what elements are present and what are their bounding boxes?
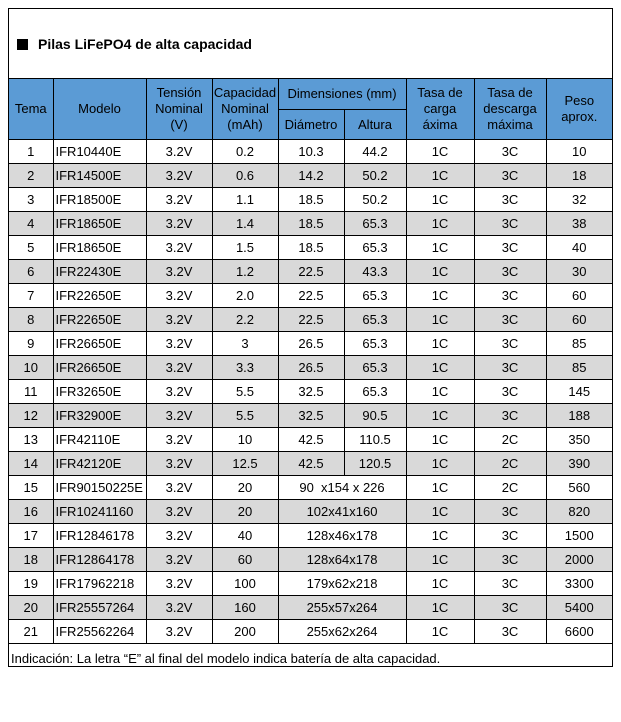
- cell-discharge-rate: 3C: [474, 332, 546, 356]
- cell-model: IFR18650E: [53, 236, 146, 260]
- cell-discharge-rate: 3C: [474, 188, 546, 212]
- cell-discharge-rate: 3C: [474, 380, 546, 404]
- cell-capacity: 2.0: [212, 284, 278, 308]
- cell-diameter: 14.2: [278, 164, 344, 188]
- cell-charge-rate: 1C: [406, 572, 474, 596]
- battery-spec-table: [9, 79, 612, 644]
- cell-discharge-rate: 3C: [474, 212, 546, 236]
- cell-charge-rate: 1C: [406, 548, 474, 572]
- cell-weight: 60: [546, 308, 612, 332]
- cell-dimensions: 128x46x178: [278, 524, 406, 548]
- cell-diameter: 26.5: [278, 332, 344, 356]
- cell-voltage: 3.2V: [146, 332, 212, 356]
- cell-item: 16: [9, 500, 53, 524]
- table-row: [9, 260, 612, 284]
- cell-item: 20: [9, 596, 53, 620]
- cell-charge-rate: 1C: [406, 524, 474, 548]
- cell-height: 65.3: [344, 308, 406, 332]
- cell-discharge-rate: 3C: [474, 308, 546, 332]
- cell-item: 15: [9, 476, 53, 500]
- cell-height: 65.3: [344, 380, 406, 404]
- cell-diameter: 22.5: [278, 260, 344, 284]
- cell-discharge-rate: 3C: [474, 572, 546, 596]
- cell-diameter: 32.5: [278, 380, 344, 404]
- table-row: [9, 308, 612, 332]
- cell-weight: 18: [546, 164, 612, 188]
- cell-charge-rate: 1C: [406, 308, 474, 332]
- cell-weight: 6600: [546, 620, 612, 644]
- table-row: [9, 524, 612, 548]
- header-discharge-rate: Tasa de descarga máxima: [474, 79, 546, 140]
- cell-height: 43.3: [344, 260, 406, 284]
- cell-charge-rate: 1C: [406, 596, 474, 620]
- cell-weight: 10: [546, 140, 612, 164]
- cell-model: IFR26650E: [53, 356, 146, 380]
- cell-charge-rate: 1C: [406, 260, 474, 284]
- cell-capacity: 10: [212, 428, 278, 452]
- cell-discharge-rate: 3C: [474, 260, 546, 284]
- cell-model: IFR14500E: [53, 164, 146, 188]
- cell-capacity: 1.1: [212, 188, 278, 212]
- cell-capacity: 2.2: [212, 308, 278, 332]
- cell-voltage: 3.2V: [146, 356, 212, 380]
- cell-dimensions: 128x64x178: [278, 548, 406, 572]
- cell-charge-rate: 1C: [406, 452, 474, 476]
- cell-charge-rate: 1C: [406, 500, 474, 524]
- cell-weight: 5400: [546, 596, 612, 620]
- title-bar: [9, 9, 612, 79]
- table-row: [9, 212, 612, 236]
- table-row: [9, 236, 612, 260]
- table-row: [9, 164, 612, 188]
- cell-voltage: 3.2V: [146, 452, 212, 476]
- cell-item: 21: [9, 620, 53, 644]
- cell-weight: 40: [546, 236, 612, 260]
- cell-voltage: 3.2V: [146, 500, 212, 524]
- header-item: Tema: [9, 79, 53, 140]
- cell-voltage: 3.2V: [146, 164, 212, 188]
- cell-model: IFR17962218: [53, 572, 146, 596]
- cell-voltage: 3.2V: [146, 284, 212, 308]
- cell-voltage: 3.2V: [146, 428, 212, 452]
- cell-charge-rate: 1C: [406, 380, 474, 404]
- cell-model: IFR90150225E: [53, 476, 146, 500]
- header-diameter: Diámetro: [278, 110, 344, 140]
- cell-diameter: 18.5: [278, 188, 344, 212]
- cell-charge-rate: 1C: [406, 620, 474, 644]
- cell-item: 14: [9, 452, 53, 476]
- cell-item: 5: [9, 236, 53, 260]
- square-bullet-icon: [17, 39, 28, 50]
- cell-height: 50.2: [344, 188, 406, 212]
- header-charge-rate: Tasa de carga áxima: [406, 79, 474, 140]
- cell-height: 120.5: [344, 452, 406, 476]
- cell-voltage: 3.2V: [146, 548, 212, 572]
- cell-height: 90.5: [344, 404, 406, 428]
- cell-item: 17: [9, 524, 53, 548]
- cell-weight: 30: [546, 260, 612, 284]
- cell-discharge-rate: 2C: [474, 452, 546, 476]
- table-row: [9, 596, 612, 620]
- cell-item: 13: [9, 428, 53, 452]
- cell-charge-rate: 1C: [406, 428, 474, 452]
- table-body: [9, 140, 612, 644]
- cell-item: 19: [9, 572, 53, 596]
- cell-weight: 38: [546, 212, 612, 236]
- cell-height: 65.3: [344, 284, 406, 308]
- cell-weight: 145: [546, 380, 612, 404]
- cell-voltage: 3.2V: [146, 188, 212, 212]
- table-row: [9, 140, 612, 164]
- table-row: [9, 476, 612, 500]
- cell-voltage: 3.2V: [146, 404, 212, 428]
- cell-capacity: 1.5: [212, 236, 278, 260]
- footnote: Indicación: La letra “E” al final del modelo indica batería de alta capacidad.: [11, 650, 441, 666]
- cell-charge-rate: 1C: [406, 476, 474, 500]
- cell-diameter: 22.5: [278, 308, 344, 332]
- table-row: [9, 452, 612, 476]
- cell-height: 65.3: [344, 356, 406, 380]
- cell-capacity: 5.5: [212, 380, 278, 404]
- cell-model: IFR18650E: [53, 212, 146, 236]
- cell-height: 50.2: [344, 164, 406, 188]
- cell-capacity: 12.5: [212, 452, 278, 476]
- cell-weight: 560: [546, 476, 612, 500]
- cell-model: IFR12846178: [53, 524, 146, 548]
- cell-item: 11: [9, 380, 53, 404]
- page-title: Pilas LiFePO4 de alta capacidad: [38, 35, 252, 52]
- cell-discharge-rate: 3C: [474, 620, 546, 644]
- cell-charge-rate: 1C: [406, 212, 474, 236]
- cell-model: IFR22430E: [53, 260, 146, 284]
- cell-diameter: 42.5: [278, 452, 344, 476]
- cell-dimensions: 102x41x160: [278, 500, 406, 524]
- cell-item: 3: [9, 188, 53, 212]
- cell-capacity: 200: [212, 620, 278, 644]
- header-model: Modelo: [53, 79, 146, 140]
- cell-weight: 1500: [546, 524, 612, 548]
- cell-charge-rate: 1C: [406, 284, 474, 308]
- cell-dimensions: 255x62x264: [278, 620, 406, 644]
- header-height: Altura: [344, 110, 406, 140]
- table-row: [9, 500, 612, 524]
- cell-weight: 32: [546, 188, 612, 212]
- cell-capacity: 3: [212, 332, 278, 356]
- table-row: [9, 404, 612, 428]
- cell-diameter: 26.5: [278, 356, 344, 380]
- cell-capacity: 40: [212, 524, 278, 548]
- cell-capacity: 0.2: [212, 140, 278, 164]
- cell-voltage: 3.2V: [146, 620, 212, 644]
- cell-capacity: 1.4: [212, 212, 278, 236]
- cell-model: IFR32900E: [53, 404, 146, 428]
- cell-weight: 85: [546, 356, 612, 380]
- cell-model: IFR22650E: [53, 308, 146, 332]
- cell-diameter: 10.3: [278, 140, 344, 164]
- cell-height: 65.3: [344, 212, 406, 236]
- cell-voltage: 3.2V: [146, 260, 212, 284]
- cell-voltage: 3.2V: [146, 524, 212, 548]
- cell-charge-rate: 1C: [406, 404, 474, 428]
- cell-model: IFR32650E: [53, 380, 146, 404]
- cell-model: IFR25557264: [53, 596, 146, 620]
- cell-dimensions: 255x57x264: [278, 596, 406, 620]
- cell-discharge-rate: 3C: [474, 356, 546, 380]
- cell-charge-rate: 1C: [406, 164, 474, 188]
- cell-charge-rate: 1C: [406, 236, 474, 260]
- table-row: [9, 572, 612, 596]
- cell-dimensions: 90 x154 x 226: [278, 476, 406, 500]
- cell-model: IFR42110E: [53, 428, 146, 452]
- cell-model: IFR42120E: [53, 452, 146, 476]
- cell-item: 4: [9, 212, 53, 236]
- cell-capacity: 20: [212, 500, 278, 524]
- cell-charge-rate: 1C: [406, 332, 474, 356]
- cell-model: IFR12864178: [53, 548, 146, 572]
- cell-model: IFR26650E: [53, 332, 146, 356]
- table-row: [9, 356, 612, 380]
- table-row: [9, 620, 612, 644]
- cell-diameter: 18.5: [278, 212, 344, 236]
- cell-discharge-rate: 3C: [474, 404, 546, 428]
- cell-capacity: 0.6: [212, 164, 278, 188]
- cell-item: 9: [9, 332, 53, 356]
- cell-item: 1: [9, 140, 53, 164]
- cell-diameter: 22.5: [278, 284, 344, 308]
- cell-voltage: 3.2V: [146, 140, 212, 164]
- table-row: [9, 428, 612, 452]
- cell-discharge-rate: 2C: [474, 428, 546, 452]
- cell-item: 18: [9, 548, 53, 572]
- cell-weight: 390: [546, 452, 612, 476]
- cell-weight: 2000: [546, 548, 612, 572]
- cell-model: IFR22650E: [53, 284, 146, 308]
- cell-diameter: 42.5: [278, 428, 344, 452]
- cell-weight: 350: [546, 428, 612, 452]
- cell-model: IFR10440E: [53, 140, 146, 164]
- cell-weight: 188: [546, 404, 612, 428]
- table-row: [9, 380, 612, 404]
- cell-model: IFR18500E: [53, 188, 146, 212]
- cell-capacity: 100: [212, 572, 278, 596]
- cell-weight: 3300: [546, 572, 612, 596]
- cell-charge-rate: 1C: [406, 356, 474, 380]
- cell-item: 6: [9, 260, 53, 284]
- table-row: [9, 188, 612, 212]
- cell-capacity: 160: [212, 596, 278, 620]
- table-row: [9, 284, 612, 308]
- cell-discharge-rate: 3C: [474, 500, 546, 524]
- cell-dimensions: 179x62x218: [278, 572, 406, 596]
- cell-height: 65.3: [344, 332, 406, 356]
- cell-charge-rate: 1C: [406, 140, 474, 164]
- cell-voltage: 3.2V: [146, 212, 212, 236]
- table-row: [9, 332, 612, 356]
- cell-discharge-rate: 3C: [474, 284, 546, 308]
- cell-item: 7: [9, 284, 53, 308]
- cell-voltage: 3.2V: [146, 596, 212, 620]
- table-row: [9, 548, 612, 572]
- cell-height: 110.5: [344, 428, 406, 452]
- cell-weight: 820: [546, 500, 612, 524]
- cell-height: 44.2: [344, 140, 406, 164]
- cell-diameter: 18.5: [278, 236, 344, 260]
- cell-charge-rate: 1C: [406, 188, 474, 212]
- cell-voltage: 3.2V: [146, 308, 212, 332]
- cell-voltage: 3.2V: [146, 476, 212, 500]
- cell-voltage: 3.2V: [146, 380, 212, 404]
- cell-item: 2: [9, 164, 53, 188]
- cell-capacity: 3.3: [212, 356, 278, 380]
- cell-model: IFR10241160: [53, 500, 146, 524]
- cell-weight: 85: [546, 332, 612, 356]
- spec-table-document: [8, 8, 613, 667]
- cell-voltage: 3.2V: [146, 236, 212, 260]
- cell-discharge-rate: 3C: [474, 548, 546, 572]
- cell-model: IFR25562264: [53, 620, 146, 644]
- cell-discharge-rate: 3C: [474, 164, 546, 188]
- cell-height: 65.3: [344, 236, 406, 260]
- header-dimensions: Dimensiones (mm): [278, 79, 406, 110]
- cell-voltage: 3.2V: [146, 572, 212, 596]
- cell-discharge-rate: 3C: [474, 596, 546, 620]
- cell-diameter: 32.5: [278, 404, 344, 428]
- header-voltage: Tensión Nominal (V): [146, 79, 212, 140]
- cell-discharge-rate: 3C: [474, 524, 546, 548]
- cell-item: 8: [9, 308, 53, 332]
- header-capacity: Capacidad Nominal (mAh): [212, 79, 278, 140]
- cell-capacity: 20: [212, 476, 278, 500]
- cell-discharge-rate: 3C: [474, 236, 546, 260]
- cell-item: 12: [9, 404, 53, 428]
- cell-weight: 60: [546, 284, 612, 308]
- header-weight: Peso aprox.: [546, 79, 612, 140]
- cell-capacity: 60: [212, 548, 278, 572]
- cell-capacity: 1.2: [212, 260, 278, 284]
- cell-item: 10: [9, 356, 53, 380]
- cell-capacity: 5.5: [212, 404, 278, 428]
- cell-discharge-rate: 2C: [474, 476, 546, 500]
- cell-discharge-rate: 3C: [474, 140, 546, 164]
